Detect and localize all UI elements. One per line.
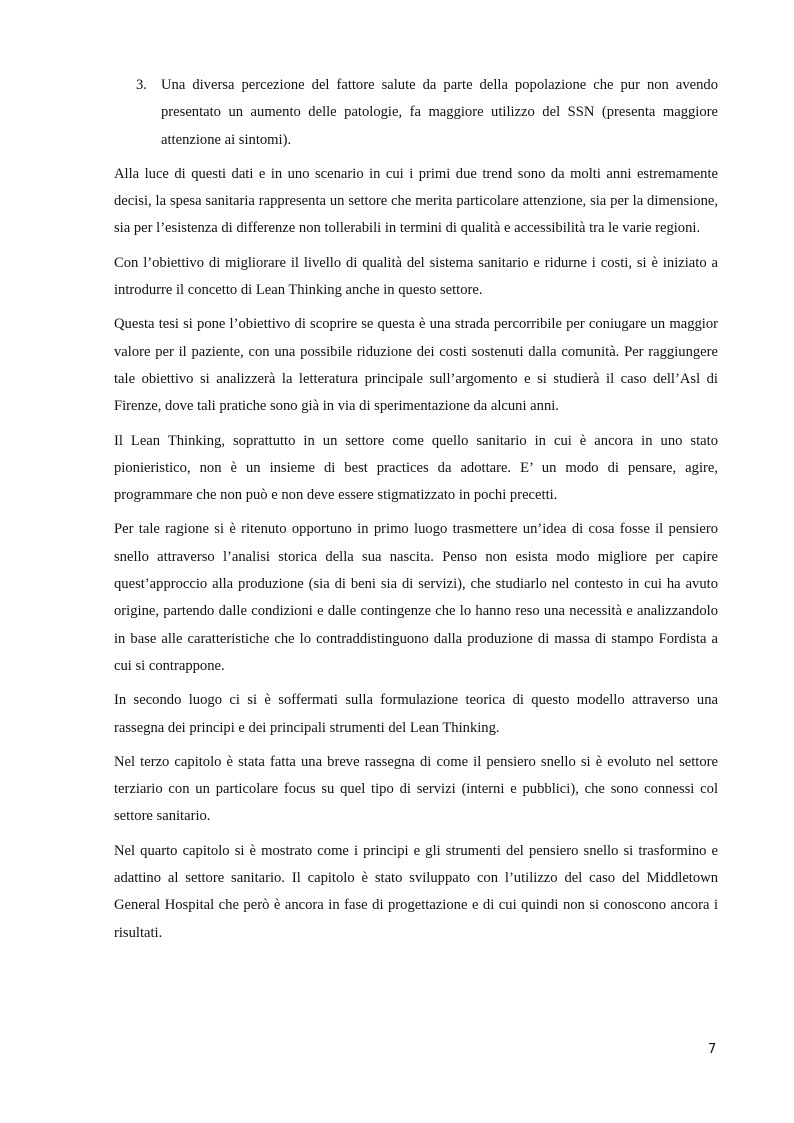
paragraph-objective: Con l’obiettivo di migliorare il livello di qualità del sistema sanitario e ridurne i costi, si è iniziato a introdurre il concetto di Lean Thinking anche in questo settore.: [114, 254, 718, 299]
paragraph-data-context: Alla luce di questi dati e in uno scenario in cui i primi due trend sono da molti anni estremamente decisi, la spesa sanitaria rappresenta un settore che merita particolare attenzione, sia per la dimensione, sia per l’esistenza di differenze non tollerabili in termini di qualità e accessibilità tra le varie regioni.: [114, 165, 718, 237]
document-body: [114, 72, 718, 954]
paragraph-thesis-goal: Questa tesi si pone l’obiettivo di scoprire se questa è una strada percorribile per coniugare un maggior valore per il paziente, con una possibile riduzione dei costi sostenuti dalla comunità. Per raggiungere tale obiettivo si analizzerà la letteratura principale sull’argomento e si studierà il caso dell’Asl di Firenze, dove tali pratiche sono già in via di sperimentazione da alcuni anni.: [114, 316, 718, 415]
page-number: 7: [708, 1042, 717, 1057]
paragraph-chapter-two: In secondo luogo ci si è soffermati sulla formulazione teorica di questo modello attraverso una rassegna dei principi e dei principali strumenti del Lean Thinking.: [114, 692, 718, 736]
paragraph-chapter-four: Nel quarto capitolo si è mostrato come i principi e gli strumenti del pensiero snello si trasformino e adattino al settore sanitario. Il capitolo è stato sviluppato con l’utilizzo del caso del Middletown General Hospital che però è ancora in fase di progettazione e di cui quindi non si conoscono ancora i risultati.: [114, 842, 718, 941]
list-item: [114, 72, 718, 154]
paragraph-chapter-three: Nel terzo capitolo è stata fatta una breve rassegna di come il pensiero snello si è evoluto nel settore terziario con un particolare focus su quel tipo di servizi (interni e pubblici), che sono connessi col settore sanitario.: [114, 753, 718, 825]
list-item-text: Una diversa percezione del fattore salute da parte della popolazione che pur non avendo presentato un aumento delle patologie, fa maggiore utilizzo del SSN (presenta maggiore attenzione ai sintomi).: [161, 77, 718, 148]
paragraph-chapter-one: Per tale ragione si è ritenuto opportuno in primo luogo trasmettere un’idea di cosa fosse il pensiero snello attraverso l’analisi storica della sua nascita. Penso non esista modo migliore per capire quest’approccio alla produzione (sia di beni sia di servizi), che studiarlo nel contesto in cui ha avuto origine, partendo dalle condizioni e dalle contingenze che lo hanno reso una necessità e analizzandolo in base alle caratteristiche che lo contraddistinguono dalla produzione di massa di stampo Fordista a cui si contrappone.: [114, 521, 718, 674]
list-item-number: 3.: [136, 77, 147, 93]
paragraph-lean-thinking: Il Lean Thinking, soprattutto in un settore come quello sanitario in cui è ancora in uno stato pionieristico, non è un insieme di best practices da adottare. E’ un modo di pensare, agire, programmare che non può e non deve essere stigmatizzato in pochi precetti.: [114, 432, 718, 504]
